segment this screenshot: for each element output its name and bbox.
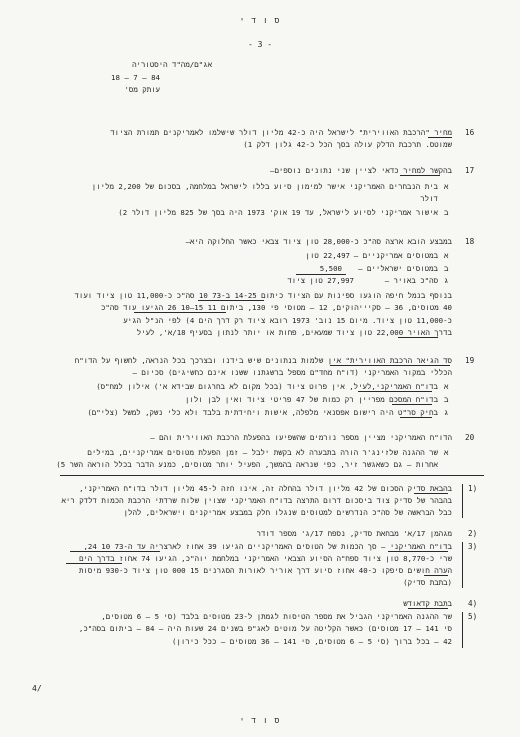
margin-bracket	[462, 542, 463, 588]
section-19-line-2: הכללי במקור האמריקני (דו"ח מחד"ם מספל ברשגתנו ששנו אינם כחשיגים) סכיום –	[132, 368, 452, 377]
footnote-number-5: 5)	[468, 612, 478, 621]
underline	[392, 404, 432, 405]
archive-date: 84 – 7 – 18	[111, 73, 160, 82]
section-19-a: בדו"ח האמריקני,לעיל, אין פרוט ציוד (בכל מקום לא בחרגום שבידא א') אילון למח"ס)	[96, 382, 438, 391]
underline	[414, 493, 448, 494]
section-18-g-label: סה"כ באויר –	[384, 276, 438, 285]
section-18-a-value: 22,497 טון	[305, 251, 350, 260]
footnote-5-line-1: שר ההגנה האמריקני הגביל את מספר הטיסות לגמתן ל-23 מטוסים בלבד (סי 5 – 6 מטוסים,	[101, 612, 452, 621]
item-label-g: ג	[444, 276, 449, 285]
section-19-b: בדו"ח המסכם מפריין רק כמות של 47 פריטי ציוד ואין לבן ולון	[184, 395, 438, 404]
footnote-1-line-2: בהבהר של סדיק צוד ביסכום דרום התרצה בדו"ח האמריקני שצוין שלוח שרדתי הרכבת הכמות דלדק ריא	[61, 496, 452, 505]
section-20-title: הדו"ח האמריקני מציין מספר נורמים שהשפיעו בהפעלת הרכבת האווירית והם –	[150, 433, 452, 442]
margin-bracket	[462, 612, 463, 648]
section-18-para-line-3: כ-11,000 טון ציוד. מיום 15 נוב' 1973 רובא ציוד רק דרך הים 4) לפי הנ"ל הגיע	[123, 316, 452, 325]
copy-number: עותק מס'	[124, 85, 160, 94]
underline	[198, 300, 264, 301]
section-number-20: 20	[465, 433, 475, 442]
section-17-a-line-1: בית הנבחרים האמריקני אישר למימון סיוע בללו לישראל במלחמה, בסכום של 2,200 מליון	[91, 182, 438, 191]
underline	[358, 391, 432, 392]
footnote-number-1: 1)	[468, 484, 478, 493]
underline	[388, 551, 448, 552]
section-18-para-line-1: בנוסף בנמל חיפה הוגעו ספינות עם הציוד כיתום 14-25 ב-73 10 סה"כ כ-11,000 טון ציוד ועוד	[74, 291, 452, 300]
section-18-g-value: 27,997 טון ציוד	[287, 276, 354, 285]
footnote-5-line-2: סי 141 – 17 מטוסים) כאשר הקליטה על מוטים לאג"פ בשנים 24 שעות היה – 84 – ביתום בסה"כ,	[78, 624, 452, 633]
underline	[70, 551, 160, 552]
item-label-a: א	[444, 448, 449, 457]
section-20-a-line-2: אחרות – גם כשאגשר זיר, כפי שנראה בהמשך, הפעיל יותר מטוסים, כמנע הדבר בכלל הוראה השר 5)	[56, 460, 438, 469]
section-18-b-value: 5,500	[319, 264, 342, 273]
underline	[134, 312, 226, 313]
classification-top: ס ו ד י	[239, 16, 281, 25]
section-17-title: בהקשר למחיר כדאי לציין שני נתונים נוספים–	[270, 166, 452, 175]
footnote-3-line-1: בדו"ח האמריקני – סך הכמות של הטוסים האמריקניים הגיעו 39 אחוז לארצריה עד ה-73 10 24,	[83, 542, 452, 551]
underline	[400, 175, 440, 176]
underline	[408, 608, 448, 609]
margin-bracket	[462, 484, 463, 518]
footnote-3-line-4: (בתבת סדיק)	[403, 578, 452, 587]
footnote-number-4: 4)	[468, 599, 478, 608]
underline	[400, 417, 432, 418]
underline	[428, 137, 452, 138]
footnote-number-2: 2)	[468, 529, 478, 538]
section-18-para-line-4: בדרך האויר 22,000 טון ציוד שמעאים, פחות או יותר לנתון בסעיף 18/א', לעיל	[136, 328, 452, 337]
section-20-a-line-1: שר ההגנה שלזינג'ר הורה בתבערה לא בקשת ילבל – זמן הפעלת מטוסים אמריקניים, במילים	[87, 448, 438, 457]
section-18-b-label: במטוסים ישראליים –	[358, 264, 438, 273]
item-label-b: ב	[444, 395, 449, 404]
section-17-b-line-1: אישור אמריקני לסיוע לישראל, עד 19 אוק' 1973 היה בסך של 825 מליון דולר 2)	[118, 208, 438, 217]
footnote-divider	[60, 475, 484, 476]
section-number-19: 19	[465, 356, 475, 365]
footnote-4-line-1: בתבת קדאודש	[403, 599, 452, 608]
item-label-a: א	[444, 382, 449, 391]
section-17-a-line-2: דולר	[420, 194, 438, 203]
section-19-g: בחיק סר"ט היה רישום אפסנאי מלפלה, אישות ויחידתית בלבד ולא כלי נשק, למשל (צלי"ם)	[87, 408, 438, 417]
footnote-3-line-2: שרי כ-8,770 טון ציוד ספח"ה הסיוע הצבאי האמריקני במלחמת יוה"כ, הגיעו 74 אחוז בדרך הים	[79, 554, 452, 563]
underline	[330, 365, 450, 366]
section-number-18: 18	[465, 237, 475, 246]
section-number-17: 17	[465, 166, 475, 175]
item-label-g: ג	[444, 408, 449, 417]
section-18-title: במבצע הובא ארצה סה"כ כ-28,000 טון ציוד צבאי כאשר החלוקה היא–	[185, 237, 452, 246]
underline	[66, 563, 122, 564]
footnote-5-line-3: 42 – בכל ברוך (סי 5 – 6 מטוסים, סי 141 – 36 מטוסים – ככל כירון)	[172, 637, 452, 646]
continuation-marker: 4/	[32, 684, 42, 693]
sum-line	[296, 274, 346, 275]
section-19-line-1: סד הגיאר הרכבת האווירית" אין שלמות בנתונים שיש בידנו ובצרכך בכל הנראה, לחשוף על הדו"ח	[74, 356, 452, 365]
section-18-a-label: במטוסים אמריקניים –	[353, 251, 438, 260]
underline	[424, 575, 448, 576]
page-number: - 3 -	[247, 40, 273, 49]
section-18-para-line-2: 40 מטוסים, 36 – סקיייהוקים, 12 – מטוסי פי 130, ביתום 11 15–10 26 הגיעו עוד סה"כ	[100, 303, 452, 312]
footnote-1-line-1: בהבאת סדיק הסכום של 42 מליון דולר בהחלה זה, אינו חזה ל-45 מליון דולר בדו"ח האמריקני,	[79, 484, 452, 493]
item-label-a: א	[444, 182, 449, 191]
footnote-1-line-3: כבל הבראשה של סה"כ הנדרשים למטוסים שנגלו חלק במבצע אמריקנים וישראלים, להלן	[123, 508, 452, 517]
classification-bottom: ס ו ד י	[239, 716, 281, 725]
item-label-b: ב	[444, 264, 449, 273]
footnote-3-line-3: הערה חושים סיפקו כ-40 אחוז סיוע דרך אוריר לאורות הסגרנים 15 000 טון ציוד כ-930 מיסות	[79, 566, 452, 575]
footnote-2-line-1: מגהמן 17/א' מבחאת סדיק, נספח 17/ג' מספר דודר	[256, 529, 452, 538]
underline	[398, 337, 438, 338]
archive-stamp: אג"ם/מה"ד היסטוריה	[132, 60, 212, 69]
section-16-line-2: שמוטס. תרכבת הדלק עולה בסך הכל כ-42 גלון דלק 1)	[243, 140, 452, 149]
item-label-a: א	[444, 251, 449, 260]
section-16-line-1: מחיר "הרכבת האווירית" לישראל היה כ-42 מליון דולר שישלמו לאמריקנים תמורת הציוד	[110, 128, 452, 137]
item-label-b: ב	[444, 208, 449, 217]
footnote-number-3: 3)	[468, 542, 478, 551]
section-number-16: 16	[465, 128, 475, 137]
